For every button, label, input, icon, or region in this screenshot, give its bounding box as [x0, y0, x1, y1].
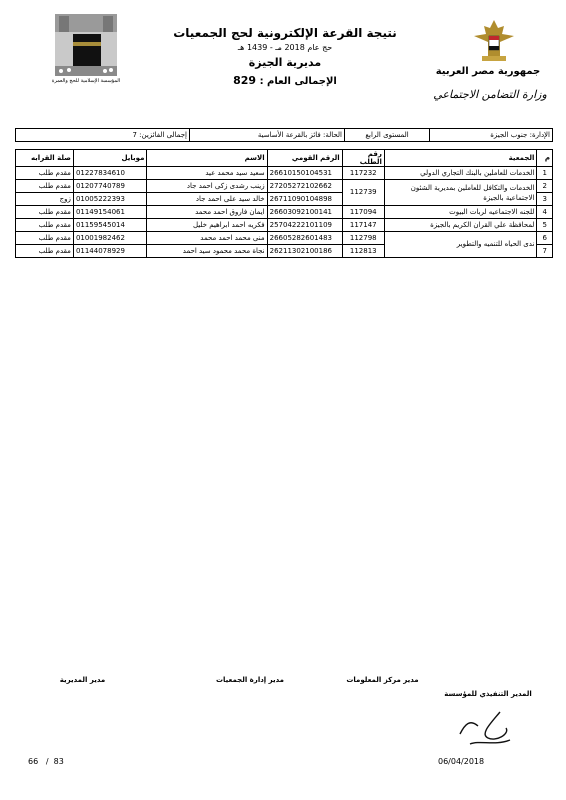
row-assoc: ندى الحياه للتنميه والتطوير — [384, 232, 537, 258]
row-relation: مقدم طلب — [16, 167, 74, 180]
footer-date: 06/04/2018 — [438, 757, 485, 766]
page-total: 83 — [53, 757, 64, 766]
egypt-eagle-emblem — [464, 16, 524, 64]
row-name: خالد سيد على احمد جاد — [147, 193, 267, 206]
winners-table — [15, 149, 553, 258]
winners-label: إجمالى الفائزين: — [139, 130, 187, 139]
col-idx-header: م — [537, 150, 553, 167]
row-name: ايمان فاروق احمد محمد — [147, 206, 267, 219]
admin-cell — [430, 129, 553, 142]
row-relation: مقدم طلب — [16, 180, 74, 193]
level-cell: المستوى الرابع — [345, 129, 430, 142]
row-relation: مقدم طلب — [16, 245, 74, 258]
page-indicator: 66 / 83 — [28, 757, 64, 766]
associations-signature: مدير إدارة الجمعيات — [215, 676, 285, 684]
row-nid: 26605282601483 — [267, 232, 342, 245]
handwritten-signature — [440, 704, 530, 754]
logo-caption: المؤسسة الإسلامية للحج والعمرة — [51, 78, 121, 84]
row-name: زينب رشدى زكى احمد جاد — [147, 180, 267, 193]
status-value: فائز بالقرعة الأساسية — [257, 130, 321, 139]
grand-total — [190, 74, 380, 87]
page-title: نتيجة القرعة الإلكترونية لحج الجمعيات — [173, 26, 397, 40]
ministry-label: وزارة التضامن الاجتماعي — [433, 88, 547, 101]
info-center-signature: مدير مركز المعلومات — [346, 676, 419, 684]
row-req: 112798 — [342, 232, 384, 245]
row-name: منى محمد احمد محمد — [147, 232, 267, 245]
page-subtitle: حج عام 2018 مـ - 1439 هـ — [237, 43, 333, 52]
row-relation: زوج — [16, 193, 74, 206]
row-mobile: 01159545014 — [73, 219, 146, 232]
row-idx: 2 — [537, 180, 553, 193]
status-label: الحالة: — [323, 130, 342, 139]
row-mobile: 01227834610 — [73, 167, 146, 180]
row-nid: 26610150104531 — [267, 167, 342, 180]
admin-value: جنوب الجيزة — [490, 130, 528, 139]
table-header-row — [16, 150, 553, 167]
col-relation-header: صلة القرابه — [16, 150, 74, 167]
directorate-signature: مدير المديرية — [59, 676, 106, 684]
row-nid: 26211302100186 — [267, 245, 342, 258]
col-assoc-header: الجمعية — [384, 150, 537, 167]
row-relation: مقدم طلب — [16, 206, 74, 219]
grand-total-label: الإجمالى العام : — [259, 76, 337, 87]
row-name: فكريه احمد ابراهيم خليل — [147, 219, 267, 232]
winners-value: 7 — [132, 130, 137, 139]
table-row — [16, 180, 553, 193]
row-mobile: 01144078929 — [73, 245, 146, 258]
page-current: 66 — [28, 757, 39, 766]
row-idx: 4 — [537, 206, 553, 219]
row-name: سعيد سيد محمد عيد — [147, 167, 267, 180]
admin-label: الإدارة: — [529, 130, 550, 139]
row-nid: 26711090104898 — [267, 193, 342, 206]
table-row — [16, 206, 553, 219]
col-req-header: رقم الطلب — [342, 150, 384, 167]
country-label: جمهورية مصر العربية — [435, 66, 541, 77]
row-assoc: الخدمات للعاملين بالبنك التجاري الدولي — [384, 167, 537, 180]
row-name: نجاة محمد محمود سيد احمد — [147, 245, 267, 258]
row-req: 112813 — [342, 245, 384, 258]
row-req: 117147 — [342, 219, 384, 232]
row-nid: 25704222101109 — [267, 219, 342, 232]
row-assoc: للجنه الاجتماعيه لربات البيوت — [384, 206, 537, 219]
row-idx: 3 — [537, 193, 553, 206]
row-relation: مقدم طلب — [16, 219, 74, 232]
table-row — [16, 167, 553, 180]
row-mobile: 01207740789 — [73, 180, 146, 193]
row-idx: 1 — [537, 167, 553, 180]
exec-director-signature: المدير التنفيذي للمؤسسة — [444, 690, 532, 698]
row-nid: 26603092100141 — [267, 206, 342, 219]
row-idx: 7 — [537, 245, 553, 258]
row-assoc: لمحافظة علي القران الكريم بالجيزة — [384, 219, 537, 232]
table-row — [16, 219, 553, 232]
winners-cell — [16, 129, 190, 142]
row-idx: 5 — [537, 219, 553, 232]
col-name-header: الاسم — [147, 150, 267, 167]
grand-total-value: 829 — [233, 74, 257, 87]
row-assoc: الخدمات والتكافل للعاملين بمديرية الشئون الاجتماعية بالجيزة — [384, 180, 537, 206]
row-idx: 6 — [537, 232, 553, 245]
row-req: 112739 — [342, 180, 384, 206]
row-mobile: 01001982462 — [73, 232, 146, 245]
row-mobile: 01005222393 — [73, 193, 146, 206]
directorate-name: مديرية الجيزة — [248, 56, 322, 69]
row-nid: 27205272102662 — [267, 180, 342, 193]
row-mobile: 01149154061 — [73, 206, 146, 219]
row-req: 117232 — [342, 167, 384, 180]
row-relation: مقدم طلب — [16, 232, 74, 245]
info-table — [15, 128, 553, 142]
row-req: 117094 — [342, 206, 384, 219]
col-nid-header: الرقم القومي — [267, 150, 342, 167]
col-mobile-header: موبايل — [73, 150, 146, 167]
status-cell — [190, 129, 345, 142]
table-row — [16, 232, 553, 245]
